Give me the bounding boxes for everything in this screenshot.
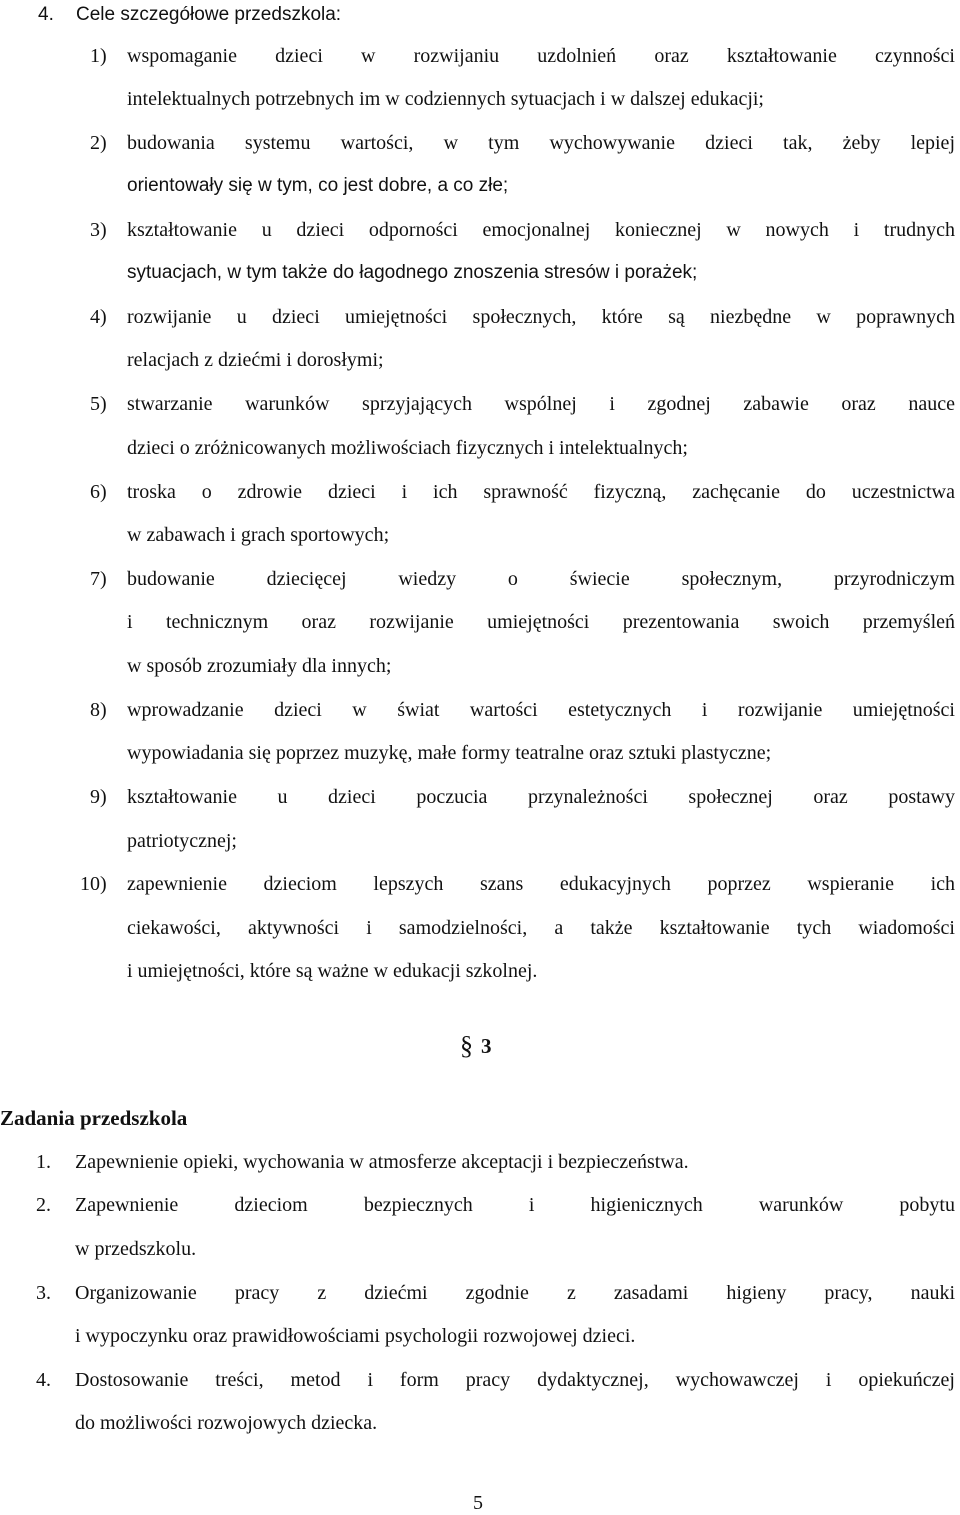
section-title: Cele szczegółowe przedszkola: xyxy=(76,4,342,25)
list-item-number: 8) xyxy=(90,699,107,721)
list-item-text: wypowiadania się poprzez muzykę, małe formy teatralne oraz sztuki plastyczne; xyxy=(127,742,772,764)
list-item-text: stwarzanie warunków sprzyjających wspólnej i zgodnej zabawie oraz nauce xyxy=(127,393,955,415)
list-item-text: relacjach z dziećmi i dorosłymi; xyxy=(127,349,384,371)
list-item-text: w sposób zrozumiały dla innych; xyxy=(127,655,392,677)
list-item-number: 9) xyxy=(90,786,107,808)
list-item-text: orientowały się w tym, co jest dobre, a co złe; xyxy=(127,175,509,196)
list-item-text: i wypoczynku oraz prawidłowościami psychologii rozwojowej dzieci. xyxy=(75,1325,636,1347)
list-item-text: dzieci o zróżnicowanych możliwościach fizycznych i intelektualnych; xyxy=(127,437,688,459)
list-item-text: w przedszkolu. xyxy=(75,1238,197,1260)
list-item-number: 4. xyxy=(36,1369,51,1391)
list-item-number: 4) xyxy=(90,306,107,328)
list-item-number: 7) xyxy=(90,568,107,590)
list-item-number: 6) xyxy=(90,481,107,503)
list-item-text: i technicznym oraz rozwijanie umiejętności prezentowania swoich przemyśleń xyxy=(127,611,955,633)
list-item-text: wprowadzanie dzieci w świat wartości estetycznych i rozwijanie umiejętności xyxy=(127,699,955,721)
paragraph-sign: § xyxy=(460,1031,473,1060)
list-item-text: do możliwości rozwojowych dziecka. xyxy=(75,1412,378,1434)
list-item-text: w zabawach i grach sportowych; xyxy=(127,524,390,546)
list-item-number: 3) xyxy=(90,219,107,241)
list-item-text: patriotycznej; xyxy=(127,830,237,852)
list-item-text: kształtowanie u dzieci poczucia przynależności społecznej oraz postawy xyxy=(127,786,955,808)
list-item-number: 2. xyxy=(36,1194,51,1216)
list-item-text: i umiejętności, które są ważne w edukacji szkolnej. xyxy=(127,960,538,982)
list-item-text: troska o zdrowie dzieci i ich sprawność fizyczną, zachęcanie do uczestnictwa xyxy=(127,481,955,503)
list-item-text: intelektualnych potrzebnych im w codziennych sytuacjach i w dalszej edukacji; xyxy=(127,88,764,110)
list-item-number: 1. xyxy=(36,1151,51,1173)
list-item-text: ciekawości, aktywności i samodzielności, a także kształtowanie tych wiadomości xyxy=(127,917,955,939)
list-item-text: budowania systemu wartości, w tym wychowywanie dzieci tak, żeby lepiej xyxy=(127,132,955,154)
list-item-text: Zapewnienie dzieciom bezpiecznych i higienicznych warunków pobytu xyxy=(75,1194,955,1216)
list-item-text: budowanie dziecięcej wiedzy o świecie społecznym, przyrodniczym xyxy=(127,568,955,590)
list-item-text: Zapewnienie opieki, wychowania w atmosferze akceptacji i bezpieczeństwa. xyxy=(75,1151,689,1173)
list-item-number: 5) xyxy=(90,393,107,415)
list-item-number: 3. xyxy=(36,1282,51,1304)
section-number: 4. xyxy=(38,4,54,25)
list-item-text: Dostosowanie treści, metod i form pracy dydaktycznej, wychowawczej i opiekuńczej xyxy=(75,1369,955,1391)
paragraph-number: 3 xyxy=(481,1034,492,1058)
page-number: 5 xyxy=(473,1492,483,1514)
list-item-number: 2) xyxy=(90,132,107,154)
list-item-number: 10) xyxy=(80,873,107,895)
list-item-text: kształtowanie u dzieci odporności emocjonalnej koniecznej w nowych i trudnych xyxy=(127,219,955,241)
list-item-text: Organizowanie pracy z dziećmi zgodnie z zasadami higieny pracy, nauki xyxy=(75,1282,955,1304)
list-item-text: rozwijanie u dzieci umiejętności społecznych, które są niezbędne w poprawnych xyxy=(127,306,955,328)
list-item-number: 1) xyxy=(90,45,107,67)
list-item-text: wspomaganie dzieci w rozwijaniu uzdolnień oraz kształtowanie czynności xyxy=(127,45,955,67)
section-heading: Zadania przedszkola xyxy=(0,1106,188,1130)
list-item-text: zapewnienie dzieciom lepszych szans edukacyjnych poprzez wspieranie ich xyxy=(127,873,955,895)
list-item-text: sytuacjach, w tym także do łagodnego znoszenia stresów i porażek; xyxy=(127,262,698,283)
